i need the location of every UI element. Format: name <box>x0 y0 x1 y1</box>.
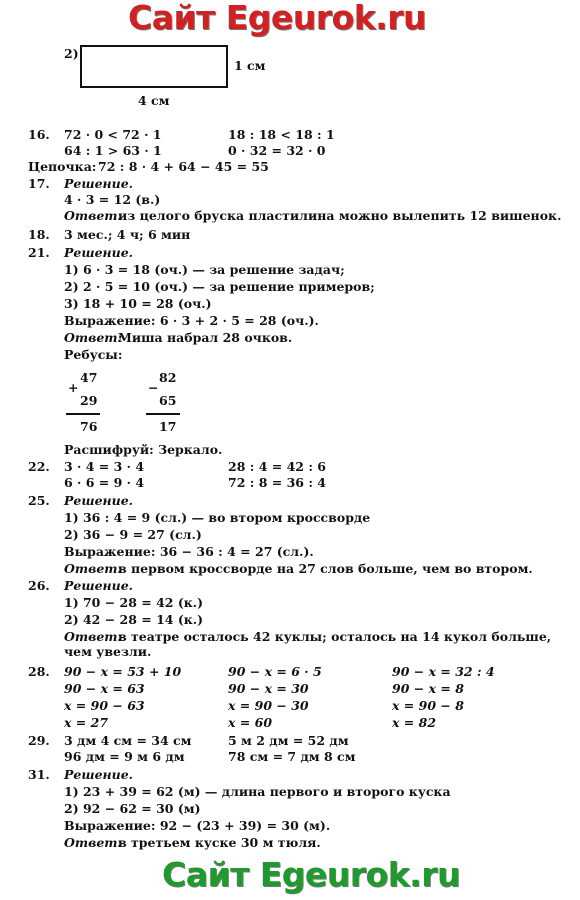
site-banner-bottom: Сайт Egeurok.ru <box>162 855 460 894</box>
rebus-digit: 82 <box>159 370 177 385</box>
equation-line: x = 27 <box>64 715 109 730</box>
figure-label: 2) <box>64 46 79 61</box>
chain-text: 72 : 8 · 4 + 64 − 45 = 55 <box>98 159 269 174</box>
rebus-digit: 76 <box>80 419 98 434</box>
text-line: 28 : 4 = 42 : 6 <box>228 459 326 474</box>
equation-line: 90 − x = 8 <box>392 681 464 696</box>
answer-label: Ответ: <box>64 208 123 223</box>
equation-line: 90 − x = 6 · 5 <box>228 664 322 679</box>
equation-line: x = 82 <box>392 715 437 730</box>
difference-line <box>146 413 180 415</box>
equation-line: 90 − x = 63 <box>64 681 145 696</box>
text-line: 3 мес.; 4 ч; 6 мин <box>64 227 191 242</box>
answer-text: в первом кроссворде на 27 слов больше, чем во втором. <box>118 561 533 576</box>
expression-line: Выражение: 6 · 3 + 2 · 5 = 28 (оч.). <box>64 313 319 328</box>
rectangle-figure <box>80 45 228 88</box>
figure-width: 4 см <box>138 93 170 108</box>
text-line: 3 дм 4 см = 34 см <box>64 733 192 748</box>
expression-line: Выражение: 36 − 36 : 4 = 27 (сл.). <box>64 544 314 559</box>
solution-label: Решение. <box>64 578 134 593</box>
problem-number: 26. <box>28 578 50 593</box>
text-line: 1) 36 : 4 = 9 (сл.) — во втором кроссворде <box>64 510 371 525</box>
plus-sign: + <box>68 380 79 395</box>
sum-line <box>66 413 100 415</box>
equation-line: x = 90 − 63 <box>64 698 145 713</box>
answer-label: Ответ: <box>64 330 123 345</box>
answer-text-cont: чем увезли. <box>64 644 152 659</box>
text-line: 72 : 8 = 36 : 4 <box>228 475 326 490</box>
solution-label: Решение. <box>64 245 134 260</box>
solution-label: Решение. <box>64 493 134 508</box>
text-line: 2) 42 − 28 = 14 (к.) <box>64 612 204 627</box>
equation-line: x = 90 − 8 <box>392 698 464 713</box>
answer-text: в третьем куске 30 м тюля. <box>118 835 321 850</box>
text-line: 2) 36 − 9 = 27 (сл.) <box>64 527 202 542</box>
text-line: 6 · 6 = 9 · 4 <box>64 475 145 490</box>
problem-number: 22. <box>28 459 50 474</box>
text-line: 2) 92 − 62 = 30 (м) <box>64 801 201 816</box>
solution-label: Решение. <box>64 767 134 782</box>
problem-number: 21. <box>28 245 50 260</box>
text-line: 78 см = 7 дм 8 см <box>228 749 356 764</box>
text-line: 96 дм = 9 м 6 дм <box>64 749 185 764</box>
text-line: 0 · 32 = 32 · 0 <box>228 143 326 158</box>
text-line: 72 · 0 < 72 · 1 <box>64 127 162 142</box>
answer-text: из целого бруска пластилина можно вылепить 12 вишенок. <box>118 208 562 223</box>
answer-text: Миша набрал 28 очков. <box>118 330 293 345</box>
text-line: 3) 18 + 10 = 28 (оч.) <box>64 296 212 311</box>
answer-label: Ответ: <box>64 561 123 576</box>
rebus-digit: 17 <box>159 419 177 434</box>
rebus-digit: 29 <box>80 393 98 408</box>
expression-line: Выражение: 92 − (23 + 39) = 30 (м). <box>64 818 331 833</box>
rebus-digit: 47 <box>80 370 98 385</box>
answer-label: Ответ: <box>64 629 123 644</box>
chain-label: Цепочка: <box>28 159 97 174</box>
problem-number: 28. <box>28 664 50 679</box>
solution-label: Решение. <box>64 176 134 191</box>
problem-number: 29. <box>28 733 50 748</box>
problem-number: 31. <box>28 767 50 782</box>
text-line: 64 : 1 > 63 · 1 <box>64 143 162 158</box>
rebus-label: Ребусы: <box>64 347 123 362</box>
text-line: 3 · 4 = 3 · 4 <box>64 459 145 474</box>
problem-number: 16. <box>28 127 50 142</box>
figure-height: 1 см <box>234 58 266 73</box>
problem-number: 17. <box>28 176 50 191</box>
text-line: 1) 70 − 28 = 42 (к.) <box>64 595 204 610</box>
text-line: 4 · 3 = 12 (в.) <box>64 192 161 207</box>
text-line: 1) 6 · 3 = 18 (оч.) — за решение задач; <box>64 262 345 277</box>
text-line: 2) 2 · 5 = 10 (оч.) — за решение примеров; <box>64 279 375 294</box>
text-line: 1) 23 + 39 = 62 (м) — длина первого и второго куска <box>64 784 451 799</box>
equation-line: 90 − x = 30 <box>228 681 309 696</box>
minus-sign: − <box>148 380 159 395</box>
answer-text: в театре осталось 42 куклы; осталось на 14 кукол больше, <box>118 629 552 644</box>
rebus-digit: 65 <box>159 393 177 408</box>
problem-number: 25. <box>28 493 50 508</box>
equation-line: x = 60 <box>228 715 273 730</box>
text-line: 18 : 18 < 18 : 1 <box>228 127 335 142</box>
site-banner-top: Сайт Egeurok.ru <box>128 0 426 37</box>
decode-line: Расшифруй: Зеркало. <box>64 442 223 457</box>
equation-line: x = 90 − 30 <box>228 698 309 713</box>
equation-line: 90 − x = 32 : 4 <box>392 664 495 679</box>
answer-label: Ответ: <box>64 835 123 850</box>
problem-number: 18. <box>28 227 50 242</box>
equation-line: 90 − x = 53 + 10 <box>64 664 182 679</box>
text-line: 5 м 2 дм = 52 дм <box>228 733 349 748</box>
